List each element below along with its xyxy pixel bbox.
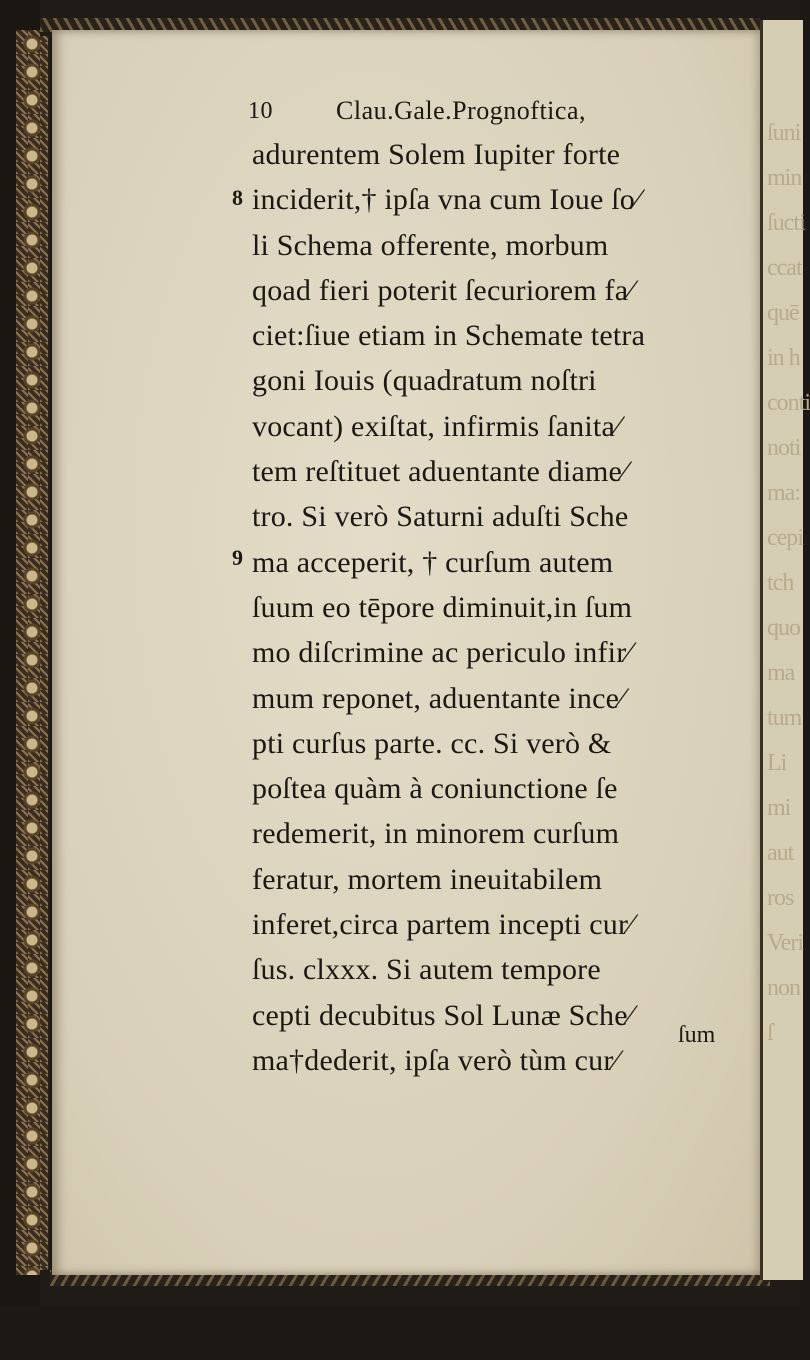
text-line: mum reponet, aduentante ince⁄ [252,681,625,715]
text-line: ſus. clxxx. Si autem tempore [252,953,601,987]
facing-page-edge [760,20,810,1280]
facing-page-fragment: Veri [767,930,803,956]
facing-page-fragment: ſuni [767,120,801,146]
facing-page-fragment: ſucti [767,210,805,236]
facing-page-fragment: ccat [767,255,802,281]
facing-page-fragment: ros [767,885,794,911]
text-line: qoad fieri poterit ſecuriorem fa⁄ [252,273,634,307]
text-line: ſuum eo tēpore diminuit,in ſum [252,590,633,624]
text-line: tro. Si verò Saturni aduſti Sche [252,500,629,534]
facing-page-fragment: non [767,975,800,1001]
text-line: goni Iouis (quadratum noſtri [252,364,597,398]
text-line: feratur, mortem ineuitabilem [252,862,603,896]
facing-page-fragment: aut [767,840,794,866]
decorative-binding-border [16,30,50,1275]
text-line: ma†dederit, ipſa verò tùm cur⁄ [252,1043,619,1077]
text-line: mo diſcrimine ac periculo infir⁄ [252,636,632,670]
facing-page-fragment: ſ [767,1020,773,1046]
facing-page-fragment: ma [767,660,795,686]
facing-page-fragment: conti [767,390,810,416]
text-line: redemerit, in minorem curſum [252,817,620,851]
page-header [248,96,728,136]
text-line: li Schema offerente, morbum [252,228,609,262]
running-title: Clau.Gale.Prognoftica, [336,96,586,125]
margin-marker: 8 [232,185,243,210]
facing-page-fragment: tch [767,570,794,596]
text-line: inferet,circa partem incepti cur⁄ [252,908,634,942]
facing-page-fragment: noti [767,435,801,461]
text-line: ciet:ſiue etiam in Schemate tetra [252,319,646,353]
facing-page-fragment: Li [767,750,787,776]
catchword: ſum [678,1022,716,1048]
text-line: inciderit,† ipſa vna cum Ioue ſo⁄ [252,183,641,217]
facing-page-fragment: cepi [767,525,803,551]
facing-page-fragment: quē [767,300,799,326]
facing-page-fragment: quo [767,615,800,641]
text-line: pti curſus parte. cc. Si verò & [252,726,612,760]
facing-page-fragment: mi [767,795,791,821]
body-text [252,132,742,1083]
text-line: cepti decubitus Sol Lunæ Sche⁄ [252,998,633,1032]
text-line: adurentem Solem Iupiter forte [252,138,621,171]
facing-page-fragment: min [767,165,802,191]
facing-page-fragment: tum [767,705,802,731]
facing-page-text [767,120,810,1360]
text-line: tem reſtituet aduentante diame⁄ [252,455,628,489]
text-line: vocant) exiſtat, infirmis ſanita⁄ [252,409,621,443]
facing-page-fragment: in h [767,345,800,371]
folio-number: 10 [248,98,273,124]
facing-page-fragment: ma: [767,480,800,506]
text-line: ma acceperit, † curſum autem [252,545,614,579]
text-line: poſtea quàm à coniunctione ſe [252,772,618,806]
margin-marker: 9 [232,545,243,570]
